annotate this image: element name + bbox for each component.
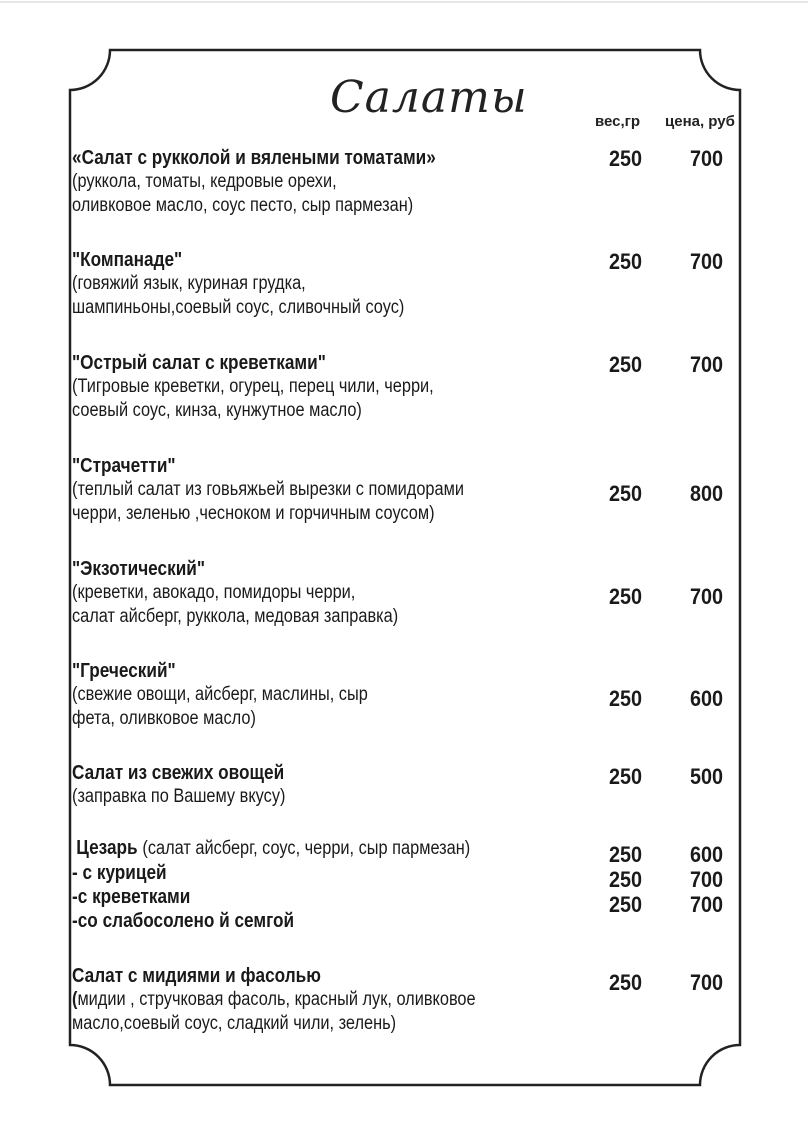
item-description: оливковое масло, соус песто, сыр пармезан) — [72, 195, 414, 216]
item-weight: 250 — [609, 686, 643, 711]
menu-item-caesar — [72, 836, 592, 933]
menu-item — [72, 761, 592, 809]
item-description: (свежие овощи, айсберг, маслины, сыр — [72, 684, 368, 705]
item-description: масло,соевый соус, сладкий чили, зелень) — [72, 1013, 397, 1034]
item-price: 700 — [690, 249, 724, 274]
item-price: 600 — [690, 686, 724, 711]
item-price: 700 — [690, 892, 724, 917]
page-title: Салаты — [330, 72, 528, 123]
item-description: салат айсберг, руккола, медовая заправка) — [72, 606, 399, 627]
item-weight: 250 — [609, 970, 643, 995]
item-name: Цезарь — [76, 837, 138, 859]
item-price: 700 — [690, 146, 724, 171]
item-description: (креветки, авокадо, помидоры черри, — [72, 582, 356, 603]
item-price: 800 — [690, 481, 724, 506]
item-price: 700 — [690, 970, 724, 995]
item-description: соевый соус, кинза, кунжутное масло) — [72, 400, 362, 421]
item-description: фета, оливковое масло) — [72, 708, 256, 729]
item-price: 600 — [690, 842, 724, 867]
item-name: "Экзотический" — [72, 558, 206, 580]
item-description: мидии , стручковая фасоль, красный лук, оливковое — [77, 989, 476, 1010]
item-weight: 250 — [609, 352, 643, 377]
item-name: «Салат с рукколой и вялеными томатами» — [72, 147, 436, 169]
menu-item — [72, 248, 592, 320]
menu-item — [72, 964, 592, 1036]
item-name: "Греческий" — [72, 660, 176, 682]
caesar-option-salmon: -со слабосолено й семгой — [72, 910, 295, 932]
item-description: (заправка по Вашему вкусу) — [72, 786, 286, 807]
item-weight: 250 — [609, 481, 643, 506]
item-weight: 250 — [609, 584, 643, 609]
item-description: (говяжий язык, куриная грудка, — [72, 273, 306, 294]
item-weight: 250 — [609, 867, 643, 892]
menu-item — [72, 351, 592, 423]
item-weight: 250 — [609, 146, 643, 171]
caesar-option-chicken: - с курицей — [72, 862, 167, 884]
item-weight: 250 — [609, 892, 643, 917]
item-description: черри, зеленью ,чесноком и горчичным соусом) — [72, 503, 435, 524]
menu-item — [72, 146, 592, 218]
caesar-option-shrimp: -с креветками — [72, 886, 191, 908]
item-price: 700 — [690, 867, 724, 892]
menu-item — [72, 454, 592, 526]
item-price: 700 — [690, 584, 724, 609]
item-name: Салат из свежих овощей — [72, 762, 285, 784]
item-name: "Компанаде" — [72, 249, 183, 271]
item-price: 500 — [690, 764, 724, 789]
item-description: (салат айсберг, соус, черри, сыр пармезан) — [142, 838, 471, 859]
item-price: 700 — [690, 352, 724, 377]
item-weight: 250 — [609, 249, 643, 274]
item-description: (теплый салат из говьяжьей вырезки с помидорами — [72, 479, 464, 500]
item-name: "Острый салат с креветками" — [72, 352, 326, 374]
menu-item — [72, 659, 592, 731]
item-weight: 250 — [609, 764, 643, 789]
item-weight: 250 — [609, 842, 643, 867]
price-column-header: цена, руб — [665, 113, 735, 130]
menu-item — [72, 557, 592, 629]
item-description: шампиньоны,соевый соус, сливочный соус) — [72, 297, 405, 318]
item-description: (Тигровые креветки, огурец, перец чили, черри, — [72, 376, 434, 397]
item-description: (руккола, томаты, кедровые орехи, — [72, 171, 337, 192]
description-bracket: ( — [72, 989, 78, 1010]
item-name: "Страчетти" — [72, 455, 176, 477]
item-name: Салат с мидиями и фасолью — [72, 965, 321, 987]
weight-column-header: вес,гр — [595, 113, 641, 130]
